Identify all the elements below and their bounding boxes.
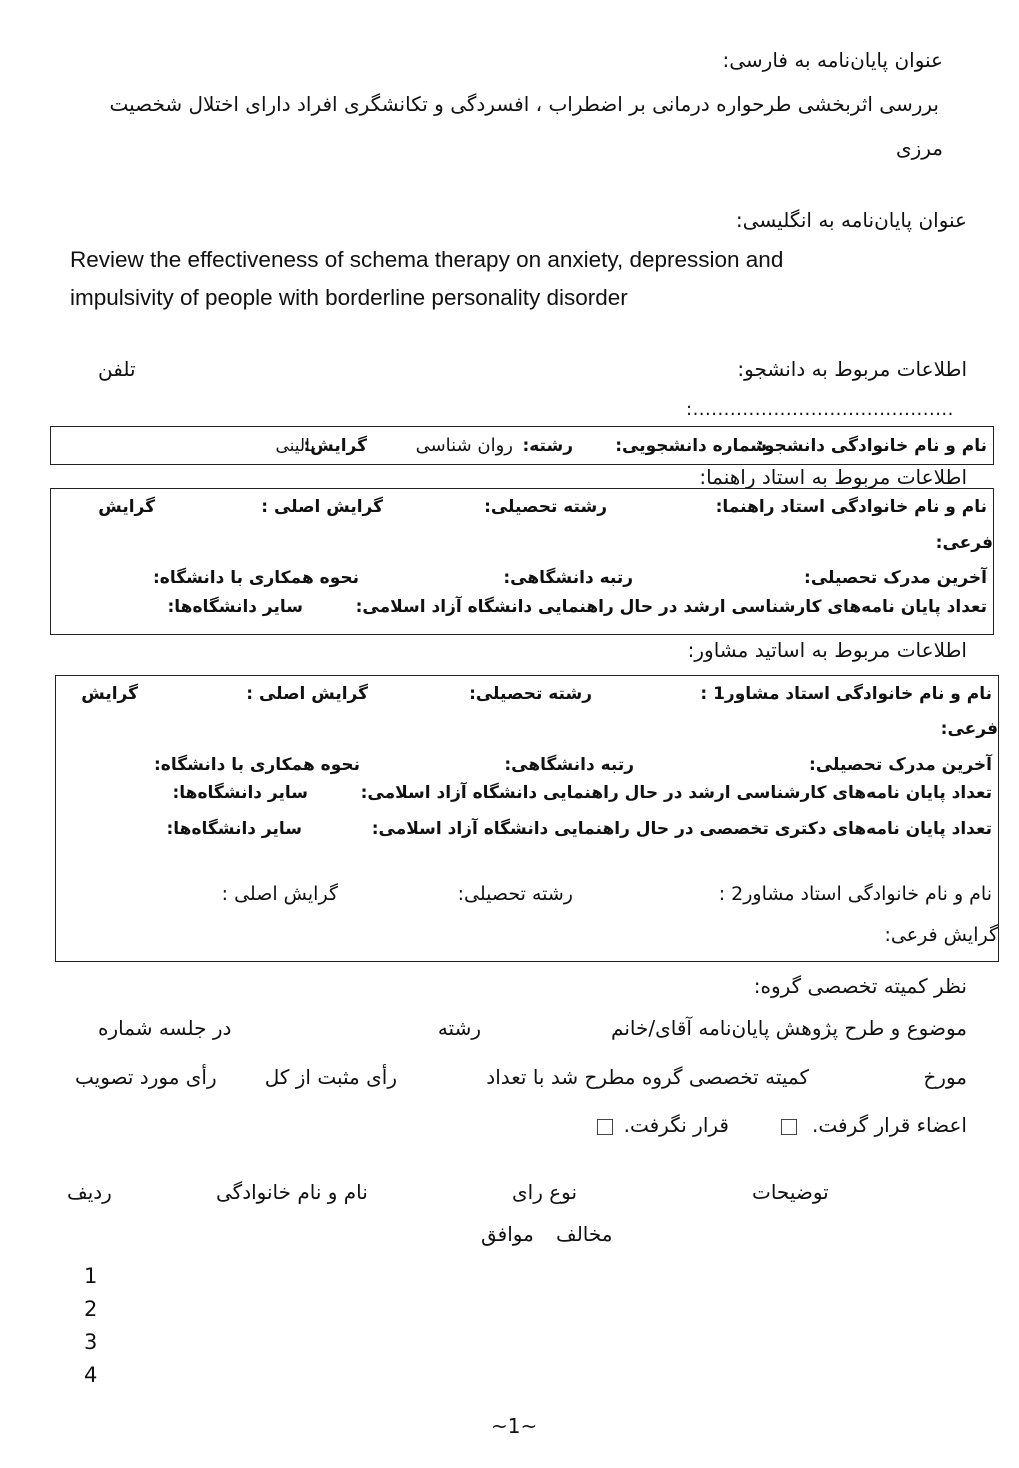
committee-line3-b: قرار نگرفت. — [623, 1113, 729, 1137]
col-name: نام و نام خانوادگی — [216, 1180, 368, 1204]
committee-line3-a: اعضاء قرار گرفت. — [812, 1113, 967, 1137]
committee-line2-a: مورخ — [923, 1065, 967, 1089]
col-row: ردیف — [67, 1180, 112, 1204]
title-fa-line2: مرزی — [895, 136, 943, 160]
c1-phd-count-label: تعداد پایان نامه‌های دکتری تخصصی در حال راهنمایی دانشگاه آزاد اسلامی: — [371, 819, 992, 839]
student-id-label: شماره دانشجویی: — [615, 436, 767, 456]
c1-degree-label: آخرین مدرک تحصیلی: — [809, 755, 992, 775]
table-row: 3 — [84, 1330, 98, 1354]
c1-main-branch-label: گرایش اصلی : — [246, 684, 368, 704]
c1-ma-count-label: تعداد پایان نامه‌های کارشناسی ارشد در حال راهنمایی دانشگاه آزاد اسلامی: — [360, 783, 992, 803]
col-vote-type: نوع رای — [512, 1180, 578, 1204]
table-row: 2 — [84, 1297, 98, 1321]
c1-other-unis-label: سایر دانشگاه‌ها: — [172, 783, 308, 803]
c1-coop-label: نحوه همکاری با دانشگاه: — [153, 755, 360, 775]
c2-name-label: نام و نام خانوادگی استاد مشاور2 : — [718, 883, 992, 905]
committee-line2-b: کمیته تخصصی گروه مطرح شد با تعداد — [486, 1065, 809, 1089]
advisor-box — [50, 488, 994, 635]
consultants-box — [55, 675, 999, 962]
student-phone-label: تلفن — [98, 357, 136, 381]
advisor-field-label: رشته تحصیلی: — [484, 497, 607, 517]
committee-line2-c: رأی مثبت از کل — [264, 1065, 397, 1089]
advisor-heading: اطلاعات مربوط به استاد راهنما: — [699, 465, 967, 489]
committee-heading: نظر کمیته تخصصی گروه: — [753, 974, 967, 998]
c1-rank-label: رتبه دانشگاهی: — [504, 755, 634, 775]
student-field-value: روان شناسی — [415, 435, 513, 456]
advisor-name-label: نام و نام خانوادگی استاد راهنما: — [715, 497, 987, 517]
committee-line1-a: موضوع و طرح پژوهش پایان‌نامه آقای/خانم — [611, 1016, 967, 1040]
student-name-label: نام و نام خانوادگی دانشجو: — [757, 436, 987, 456]
student-dots: :.......................................... — [686, 399, 954, 420]
c2-main-branch-label: گرایش اصلی : — [221, 883, 338, 905]
sub-disagree: مخالف — [556, 1222, 613, 1246]
advisor-other-unis-label: سایر دانشگاه‌ها: — [167, 597, 303, 617]
page-number: ~1~ — [491, 1414, 538, 1438]
title-en-line1: Review the effectiveness of schema therapy on anxiety, depression and — [70, 247, 784, 272]
advisor-degree-label: آخرین مدرک تحصیلی: — [804, 568, 987, 588]
advisor-rank-label: رتبه دانشگاهی: — [503, 568, 633, 588]
col-notes: توضیحات — [752, 1180, 829, 1204]
advisor-branch-label: گرایش — [98, 497, 155, 517]
c1-other-unis-label2: سایر دانشگاه‌ها: — [166, 819, 302, 839]
advisor-main-branch-label: گرایش اصلی : — [261, 497, 383, 517]
consultants-heading: اطلاعات مربوط به اساتید مشاور: — [687, 638, 967, 662]
sub-agree: موافق — [481, 1222, 534, 1246]
c1-branch-label: گرایش — [81, 684, 138, 704]
c2-sub-branch-label: گرایش فرعی: — [884, 924, 998, 946]
c1-field-label: رشته تحصیلی: — [469, 684, 592, 704]
table-row: 4 — [84, 1363, 98, 1387]
title-fa-heading: عنوان پایان‌نامه به فارسی: — [722, 48, 943, 72]
not-approved-checkbox[interactable] — [597, 1116, 613, 1135]
advisor-coop-label: نحوه همکاری با دانشگاه: — [152, 568, 359, 588]
committee-line1-c: در جلسه شماره — [98, 1016, 232, 1040]
c1-name-label: نام و نام خانوادگی استاد مشاور1 : — [700, 684, 992, 704]
c1-sub-label: فرعی: — [940, 719, 998, 739]
student-branch-label: گرایش: — [303, 436, 367, 456]
advisor-sub-label: فرعی: — [935, 533, 993, 553]
c2-field-label: رشته تحصیلی: — [457, 883, 573, 905]
student-field-label: رشته: — [522, 436, 573, 456]
student-box — [50, 426, 994, 465]
student-heading: اطلاعات مربوط به دانشجو: — [737, 357, 967, 381]
title-fa-line1: بررسی اثربخشی طرحواره درمانی بر اضطراب ، افسردگی و تکانشگری افراد دارای اختلال شخصیت — [109, 92, 939, 116]
title-en-heading: عنوان پایان‌نامه به انگلیسی: — [735, 208, 967, 232]
committee-line2-d: رأی مورد تصویب — [75, 1065, 217, 1089]
student-branch-value: بالینی — [275, 436, 315, 456]
title-en-line2: impulsivity of people with borderline personality disorder — [70, 285, 628, 310]
table-row: 1 — [84, 1264, 98, 1288]
advisor-ma-count-label: تعداد پایان نامه‌های کارشناسی ارشد در حال راهنمایی دانشگاه آزاد اسلامی: — [355, 597, 987, 617]
approved-checkbox[interactable] — [781, 1116, 797, 1135]
committee-line1-b: رشته — [437, 1016, 481, 1040]
